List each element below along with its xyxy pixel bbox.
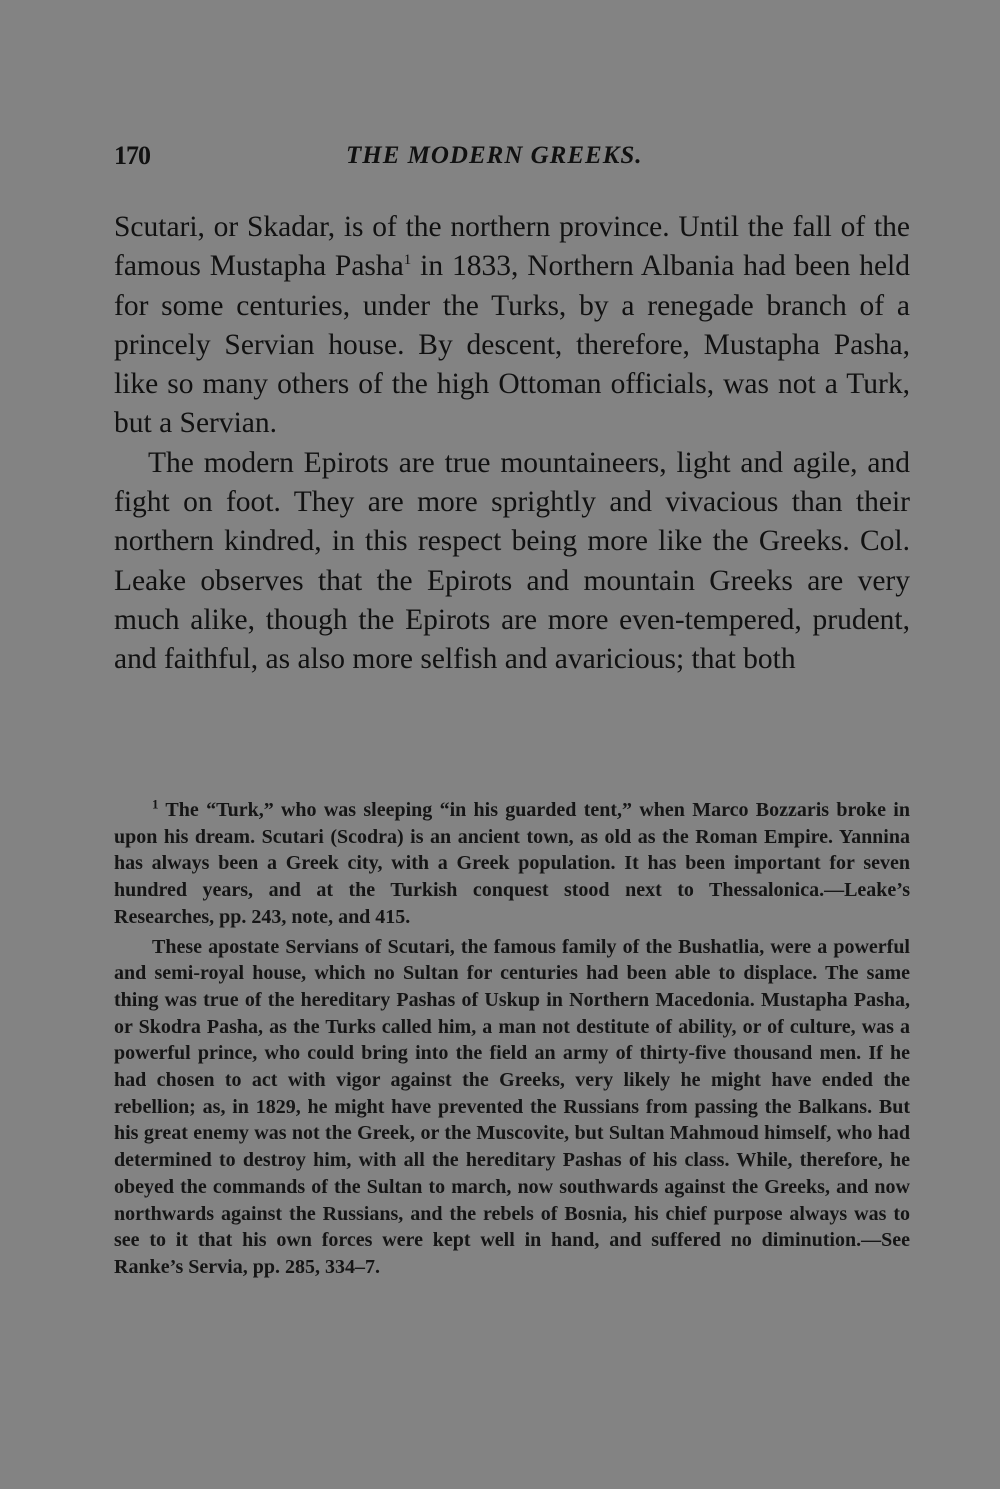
running-title: THE MODERN GREEKS. (346, 142, 643, 169)
running-head (114, 138, 910, 174)
body-text (114, 208, 910, 680)
footnote-1-text: The “Turk,” who was sleeping “in his guarded tent,” when Marco Bozzaris broke in upon his dream. Scutari (Scodra) is an ancient town, as old as the Roman Empire. Yannina has always been a Greek city, with a Greek population. It has been important for seven hundred years, and at the Turkish conquest stood next to Thessalonica.—Leake’s Researches, pp. 243, note, and 415. (114, 799, 910, 928)
body-paragraph-2: The modern Epirots are true mountaineers, light and agile, and fight on foot. They are more sprightly and vivacious than their northern kindred, in this respect being more like the Greeks. Col. Leake observes that the Epirots and mountain Greeks are very much alike, though the Epirots are more even-tempered, prudent, and faithful, as also more selfish and avaricious; that both (114, 446, 910, 676)
body-paragraph-1-end: in 1833, Northern Albania had been held for some centuries, under the Turks, by a renegade branch of a princely Servian house. By descent, therefore, Mustapha Pasha, like so many others of the high Ottoman officials, was not a Turk, but a Servian. (114, 250, 911, 440)
body-paragraph-1 (114, 208, 910, 444)
footnote-2: These apostate Servians of Scutari, the famous family of the Bushatlia, were a powerful and semi-royal house, which no Sultan for centuries had been able to displace. The same thing was true of the hereditary Pashas of Uskup in Northern Macedonia. Mustapha Pasha, or Skodra Pasha, as the Turks called him, a man not destitute of ability, or of culture, was a powerful prince, who could bring into the field an army of thirty-five thousand men. If he had chosen to act with vigor against the Greeks, very likely he might have ended the rebellion; as, in 1829, he might have prevented the Russians from passing the Balkans. But his great enemy was not the Greek, or the Muscovite, but Sultan Mahmoud himself, who had determined to destroy him, with all the hereditary Pashas of his class. While, therefore, he obeyed the commands of the Sultan to march, now southwards against the Greeks, and now northwards against the Russians, and the rebels of Bosnia, his chief purpose always was to see to it that his own forces were kept well in hand, and suffered no diminution.—See Ranke’s Servia, pp. 285, 334–7. (114, 935, 910, 1278)
footnote-1-marker: 1 (152, 796, 159, 812)
footnote-1 (114, 797, 910, 931)
footnotes (114, 797, 910, 1281)
footnote-reference-1: 1 (403, 252, 412, 269)
page-number: 170 (114, 141, 150, 170)
body-paragraph-1-start: Scutari, or Skadar, is of the northern province. Until the fall of the famous Mustapha Pasha (114, 211, 910, 283)
